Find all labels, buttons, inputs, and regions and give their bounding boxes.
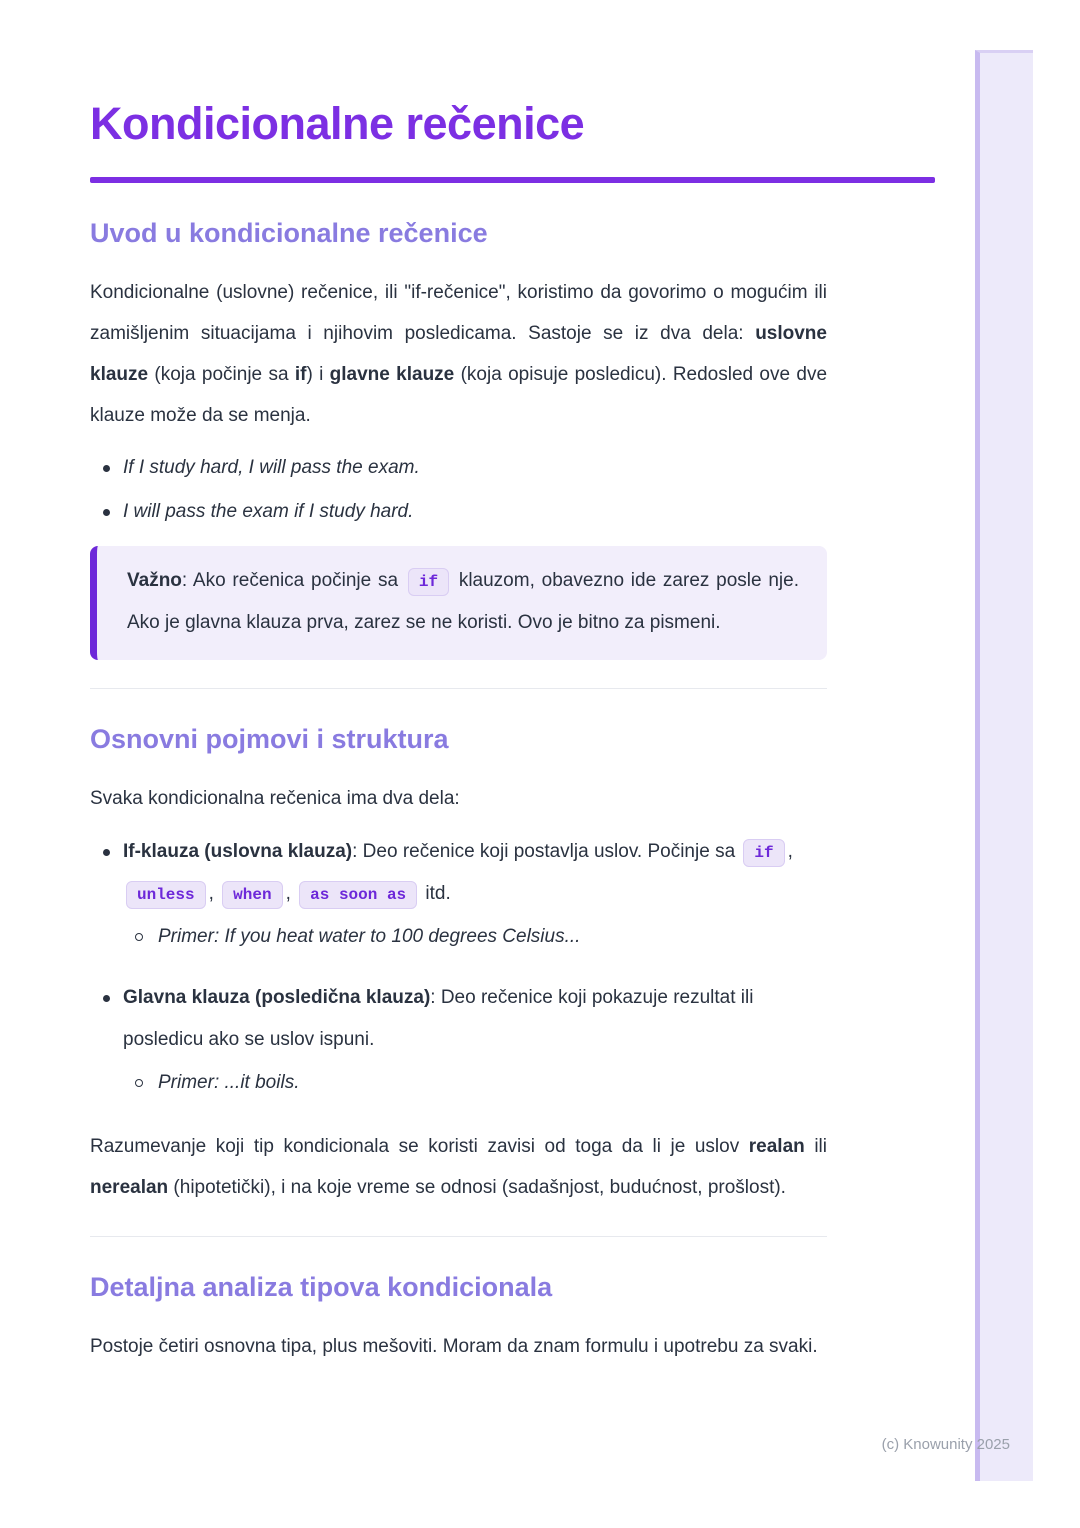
section-divider xyxy=(90,1236,827,1237)
bold-run: nerealan xyxy=(90,1177,169,1198)
callout-text xyxy=(127,560,799,644)
paragraph-razumevanje xyxy=(90,1126,827,1208)
example-text: Primer: If you heat water to 100 degrees Celsius... xyxy=(158,926,581,947)
paragraph-intro xyxy=(90,272,827,436)
title-rule xyxy=(90,177,935,183)
text-run: (koja opisuje posledicu). Redosled ove dve klauze može da se menja. xyxy=(90,364,828,426)
list-item xyxy=(90,446,827,490)
text-run: ili xyxy=(804,1136,827,1157)
page-edge-strip xyxy=(975,50,1033,1481)
section-uvod xyxy=(90,217,827,660)
bold-run: uslovne klauze xyxy=(90,323,827,385)
text-run: Kondicionalne (uslovne) rečenice, ili "if-rečenice", koristimo da govorimo o mogućim ili zamišljenim situacijama i njihovim posledicama. Sastoje se iz dva dela: xyxy=(90,282,827,344)
bold-run: realan xyxy=(748,1136,805,1157)
text-run: : Ako rečenica počinje sa xyxy=(181,570,405,591)
section-heading-uvod: Uvod u kondicionalne rečenice xyxy=(90,218,488,248)
text-run: (hipotetički), i na koje vreme se odnosi (sadašnjost, budućnost, prošlost). xyxy=(168,1177,786,1198)
bold-run: Glavna klauza (posledična klauza) xyxy=(123,987,431,1008)
callout-vazno xyxy=(90,546,827,660)
section-osnovni xyxy=(90,723,827,1208)
inline-code-chip: if xyxy=(743,839,784,867)
example-text: I will pass the exam if I study hard. xyxy=(123,501,414,522)
inline-code-chip: when xyxy=(222,881,282,909)
callout-label: Važno xyxy=(127,570,182,591)
section-heading-detaljna: Detaljna analiza tipova kondicionala xyxy=(90,1272,553,1302)
paragraph-osnovni-intro: Svaka kondicionalna rečenica ima dva dela: xyxy=(90,788,460,809)
text-run: ) i xyxy=(306,364,330,385)
text-run: (koja počinje sa xyxy=(148,364,295,385)
text-run: Razumevanje koji tip kondicionala se koristi zavisi od toga da li je uslov xyxy=(90,1136,749,1157)
text-run: itd. xyxy=(420,883,451,904)
list-item-primer xyxy=(123,1063,827,1103)
content-column xyxy=(90,0,827,1367)
inline-code-chip: if xyxy=(408,568,449,596)
sub-list xyxy=(123,1063,827,1103)
section-divider xyxy=(90,688,827,689)
inline-code-chip: as soon as xyxy=(299,881,417,909)
bold-run: if xyxy=(294,364,307,385)
bold-run: If-klauza (uslovna klauza) xyxy=(123,841,353,862)
examples-list xyxy=(90,446,827,534)
page-title: Kondicionalne rečenice xyxy=(90,98,585,149)
text-run: : Deo rečenice koji postavlja uslov. Počinje sa xyxy=(352,841,741,862)
list-item-glavna-klauza xyxy=(90,977,827,1103)
text-run: , xyxy=(285,883,297,904)
sub-list xyxy=(123,917,827,957)
section-detaljna xyxy=(90,1271,827,1367)
section-heading-osnovni: Osnovni pojmovi i struktura xyxy=(90,724,449,754)
list-item xyxy=(90,490,827,534)
text-run: : Deo rečenice koji pokazuje rezultat ili posledicu ako se uslov ispuni. xyxy=(123,987,754,1050)
text-run: , xyxy=(208,883,220,904)
inline-code-chip: unless xyxy=(126,881,206,909)
list-item-primer xyxy=(123,917,827,957)
concepts-list xyxy=(90,831,827,1103)
text-run: , xyxy=(787,841,793,862)
bold-run: glavne klauze xyxy=(329,364,455,385)
text-run: klauzom, obavezno ide zarez posle nje. Ako je glavna klauza prva, zarez se ne koristi. Ovo je bitno za pismeni. xyxy=(127,570,799,633)
example-text: Primer: ...it boils. xyxy=(158,1072,300,1093)
example-text: If I study hard, I will pass the exam. xyxy=(123,457,420,478)
footer-credit: (c) Knowunity 2025 xyxy=(881,1436,1010,1453)
paragraph-detaljna: Postoje četiri osnovna tipa, plus mešoviti. Moram da znam formulu i upotrebu za svaki. xyxy=(90,1336,818,1357)
list-item-if-klauza xyxy=(90,831,827,957)
